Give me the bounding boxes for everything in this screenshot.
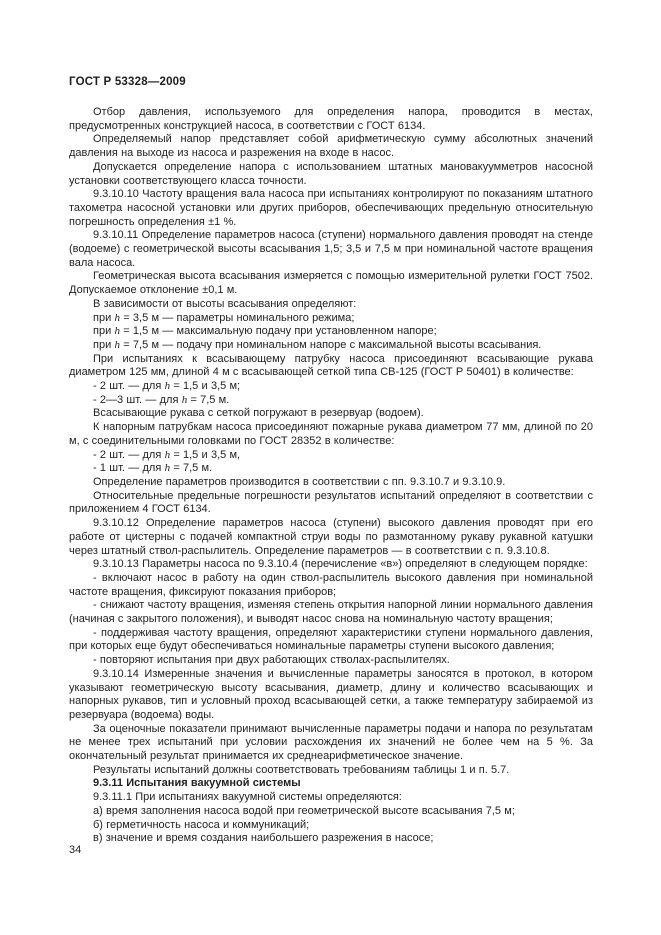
- paragraph: 9.3.10.13 Параметры насоса по 9.3.10.4 (перечисление «в») определяют в следующем порядке:: [93, 558, 588, 571]
- paragraph: - 2 шт. — для h = 1,5 и 3,5 м;: [93, 380, 241, 393]
- document-body: [69, 106, 593, 846]
- paragraph: в) значение и время создания наибольшего разрежения в насосе;: [93, 832, 434, 845]
- paragraph: - 2—3 шт. — для h = 7,5 м.: [93, 393, 230, 406]
- document-header: ГОСТ Р 53328—2009: [69, 76, 186, 88]
- paragraph: Результаты испытаний должны соответствовать требованиям таблицы 1 и п. 5.7.: [93, 763, 510, 776]
- paragraph: 9.3.10.11 Определение параметров насоса (ступени) нормального давления проводят на стенде (водоеме) с геометрической высоты всасывания 1,5; 3,5 и 7,5 м при номинальной частоте вращения вала насоса.: [69, 229, 593, 269]
- paragraph: - 1 шт. — для h = 7,5 м.: [93, 462, 213, 475]
- paragraph: - повторяют испытания при двух работающих стволах-распылителях.: [93, 654, 450, 667]
- paragraph: 9.3.11.1 При испытаниях вакуумной системы определяются:: [93, 791, 402, 804]
- paragraph: при h = 3,5 м — параметры номинального режима;: [93, 311, 355, 324]
- page-number: 34: [69, 844, 82, 856]
- paragraph: Всасывающие рукава с сеткой погружают в резервуар (водоем).: [93, 407, 424, 420]
- paragraph: 9.3.10.14 Измеренные значения и вычисленные параметры заносятся в протокол, в котором указывают геометрическую высоту всасывания, диаметр, длину и количество всасывающих и напорных рукавов, тип и условный проход всасывающей сетки, а также температуру забираемой из резервуара (водоема) воды.: [69, 667, 593, 721]
- paragraph: - включают насос в работу на один ствол-распылитель высокого давления при номинальной частоте вращения, фиксируют показания приборов;: [69, 571, 593, 598]
- paragraph: При испытаниях к всасывающему патрубку насоса присоединяют всасывающие рукава диаметром 125 мм, длиной 4 м с всасывающей сеткой типа СВ-125 (ГОСТ Р 50401) в количестве:: [69, 352, 593, 379]
- paragraph: - снижают частоту вращения, изменяя степень открытия напорной линии нормального давления (начиная с закрытого положения), и выводят насос снова на номинальную частоту вращения;: [69, 599, 593, 626]
- paragraph: Допускается определение напора с использованием штатных мановакуумметров насосной установки соответствующего класса точности.: [69, 160, 593, 187]
- paragraph: Относительные предельные погрешности результатов испытаний определяют в соответствии с приложением 4 ГОСТ 6134.: [69, 489, 593, 516]
- paragraph: 9.3.11 Испытания вакуумной системы: [93, 777, 301, 790]
- paragraph: Определение параметров производится в соответствии с пп. 9.3.10.7 и 9.3.10.9.: [93, 475, 506, 488]
- paragraph: Отбор давления, используемого для определения напора, проводится в местах, предусмотренных конструкцией насоса, в соответствии с ГОСТ 6134.: [69, 106, 593, 132]
- paragraph: В зависимости от высоты всасывания определяют:: [93, 297, 357, 310]
- paragraph: - 2 шт. — для h = 1,5 и 3,5 м,: [93, 448, 241, 461]
- paragraph: - поддерживая частоту вращения, определяют характеристики ступени нормального давления, при которых еще будут обеспечиваться номинальные параметры ступени высокого давления;: [69, 626, 593, 653]
- paragraph: при h = 1,5 м — максимальную подачу при установленном напоре;: [93, 325, 437, 338]
- paragraph: а) время заполнения насоса водой при геометрической высоте всасывания 7,5 м;: [93, 804, 515, 817]
- paragraph: За оценочные показатели принимают вычисленные параметры подачи и напора по результатам не менее трех испытаний при условии расхождения их значений не более чем на 5 %. За окончательный результат принимается их среднеарифметическое значение.: [69, 722, 593, 763]
- paragraph: К напорным патрубкам насоса присоединяют пожарные рукава диаметром 77 мм, длиной по 20 м, с соединительными головками по ГОСТ 28352 в количестве:: [69, 421, 593, 447]
- paragraph: б) герметичность насоса и коммуникаций;: [93, 818, 310, 831]
- paragraph: Определяемый напор представляет собой арифметическую сумму абсолютных значений давления на выходе из насоса и разрежения на входе в насос.: [69, 133, 593, 160]
- paragraph: 9.3.10.12 Определение параметров насоса (ступени) высокого давления проводят при его работе от цистерны с подачей компактной струи воды по размотанному рукаву рукавной катушки через штатный ствол-распылитель. Определение параметров — в соответствии с п. 9.3.10.8.: [69, 517, 593, 557]
- paragraph: при h = 7,5 м — подачу при номинальном напоре с максимальной высоты всасывания.: [93, 338, 542, 351]
- paragraph: 9.3.10.10 Частоту вращения вала насоса при испытаниях контролируют по показаниям штатного тахометра насосной установки или других приборов, обеспечивающих предельную относительную погрешность определения ±1 %.: [69, 188, 593, 228]
- paragraph: Геометрическая высота всасывания измеряется с помощью измерительной рулетки ГОСТ 7502. Допускаемое отклонение ±0,1 м.: [69, 270, 593, 297]
